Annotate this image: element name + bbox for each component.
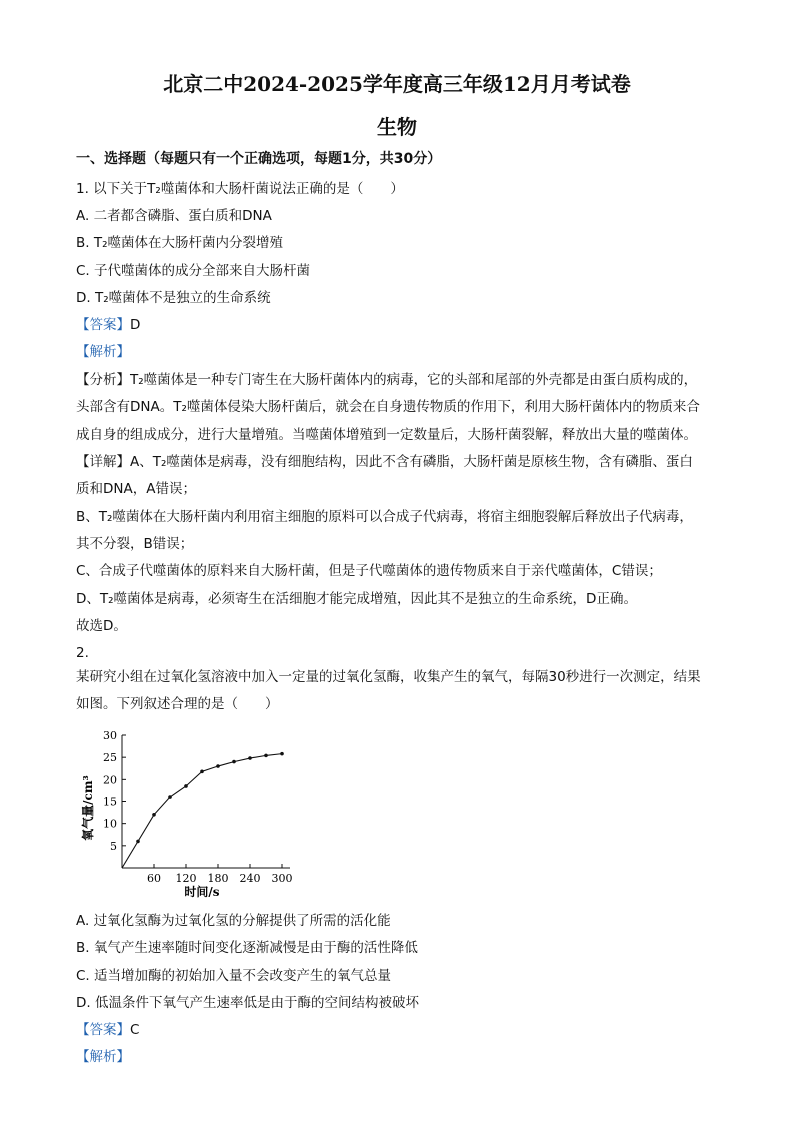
data-point	[136, 840, 140, 844]
answer-value: D	[130, 317, 141, 333]
data-point	[264, 754, 268, 758]
section-heading: 一、选择题（每题只有一个正确选项，每题1分，共30分）	[76, 151, 442, 167]
y-tick-label: 20	[103, 773, 117, 787]
answer-value: C	[130, 1022, 140, 1038]
q1-xiangjie-line-5: C、合成子代噬菌体的原料来自大肠杆菌，但是子代噬菌体的遗传物质来自于亲代噬菌体，C错误；	[76, 563, 662, 579]
y-tick-label: 30	[103, 729, 117, 742]
fenxi-text: T₂噬菌体是一种专门寄生在大肠杆菌体内的病毒，它的头部和尾部的外壳都是由蛋白质构成的，	[130, 372, 698, 388]
y-tick-label: 25	[103, 751, 117, 765]
subject-title: 生物	[377, 115, 417, 139]
q1-option-c: C. 子代噬菌体的成分全部来自大肠杆菌	[76, 263, 311, 279]
q1-option-b: B. T₂噬菌体在大肠杆菌内分裂增殖	[76, 235, 284, 251]
q1-option-d: D. T₂噬菌体不是独立的生命系统	[76, 290, 271, 306]
q2-option-b: B. 氧气产生速率随时间变化逐渐减慢是由于酶的活性降低	[76, 940, 418, 956]
y-tick-label: 10	[103, 817, 117, 831]
q2-analysis-tag: 【解析】	[76, 1049, 130, 1065]
x-tick-label: 300	[271, 872, 293, 885]
oxygen-volume-chart	[72, 722, 300, 902]
chart-series	[122, 752, 284, 868]
q1-option-a: A. 二者都含磷脂、蛋白质和DNA	[76, 208, 272, 224]
data-point	[168, 795, 172, 799]
chart-ticks	[103, 729, 293, 885]
x-axis-label: 时间/s	[184, 885, 220, 899]
y-tick-label: 15	[103, 795, 117, 809]
x-tick-label: 240	[239, 872, 261, 885]
q1-xiangjie-line-1	[76, 453, 693, 471]
data-point	[184, 784, 188, 788]
y-tick-label: 5	[110, 839, 117, 853]
q1-xiangjie-line-7: 故选D。	[76, 618, 127, 634]
q1-fenxi-line-2: 头部含有DNA。T₂噬菌体侵染大肠杆菌后，就会在自身遗传物质的作用下，利用大肠杆菌体内的物质来合	[76, 399, 700, 415]
data-point	[232, 760, 236, 764]
data-point	[216, 764, 220, 768]
exam-title: 北京二中2024-2025学年度高三年级12月月考试卷	[163, 72, 631, 96]
q2-stem-line-2: 如图。下列叙述合理的是（ ）	[76, 696, 279, 712]
q2-stem-line-1: 某研究小组在过氧化氢溶液中加入一定量的过氧化氢酶，收集产生的氧气，每隔30秒进行一次测定，结果	[76, 669, 701, 685]
answer-tag: 【答案】	[76, 1022, 130, 1038]
answer-tag: 【答案】	[76, 317, 130, 333]
q2-option-c: C. 适当增加酶的初始加入量不会改变产生的氧气总量	[76, 968, 392, 984]
q1-analysis-tag: 【解析】	[76, 344, 130, 360]
x-tick-label: 120	[175, 872, 197, 885]
xiangjie-tag: 【详解】	[76, 454, 130, 470]
data-point	[152, 813, 156, 817]
q1-xiangjie-line-6: D、T₂噬菌体是病毒，必须寄生在活细胞才能完成增殖，因此其不是独立的生命系统，D正确。	[76, 591, 637, 607]
q2-number: 2.	[76, 645, 89, 661]
data-point	[280, 752, 284, 756]
q1-answer	[76, 316, 140, 334]
data-point	[248, 756, 252, 760]
data-point	[200, 770, 204, 774]
q2-answer	[76, 1021, 139, 1039]
q1-xiangjie-line-3: B、T₂噬菌体在大肠杆菌内利用宿主细胞的原料可以合成子代病毒，将宿主细胞裂解后释放出子代病毒，	[76, 509, 693, 525]
x-tick-label: 60	[147, 872, 161, 885]
x-tick-label: 180	[207, 872, 229, 885]
q1-xiangjie-line-2: 质和DNA，A错误；	[76, 481, 196, 497]
xiangjie-text: A、T₂噬菌体是病毒，没有细胞结构，因此不含有磷脂，大肠杆菌是原核生物，含有磷脂、蛋白	[130, 454, 693, 470]
q2-option-a: A. 过氧化氢酶为过氧化氢的分解提供了所需的活化能	[76, 913, 391, 929]
q2-option-d: D. 低温条件下氧气产生速率低是由于酶的空间结构被破坏	[76, 995, 419, 1011]
q1-xiangjie-line-4: 其不分裂，B错误；	[76, 536, 194, 552]
y-axis-label: 氧气量/cm³	[81, 775, 95, 841]
fenxi-tag: 【分析】	[76, 372, 130, 388]
q1-fenxi-line-3: 成自身的组成成分，进行大量增殖。当噬菌体增殖到一定数量后，大肠杆菌裂解，释放出大量的噬菌体。	[76, 427, 697, 443]
q1-stem: 1. 以下关于T₂噬菌体和大肠杆菌说法正确的是（ ）	[76, 181, 404, 197]
q1-fenxi-line-1	[76, 371, 697, 389]
